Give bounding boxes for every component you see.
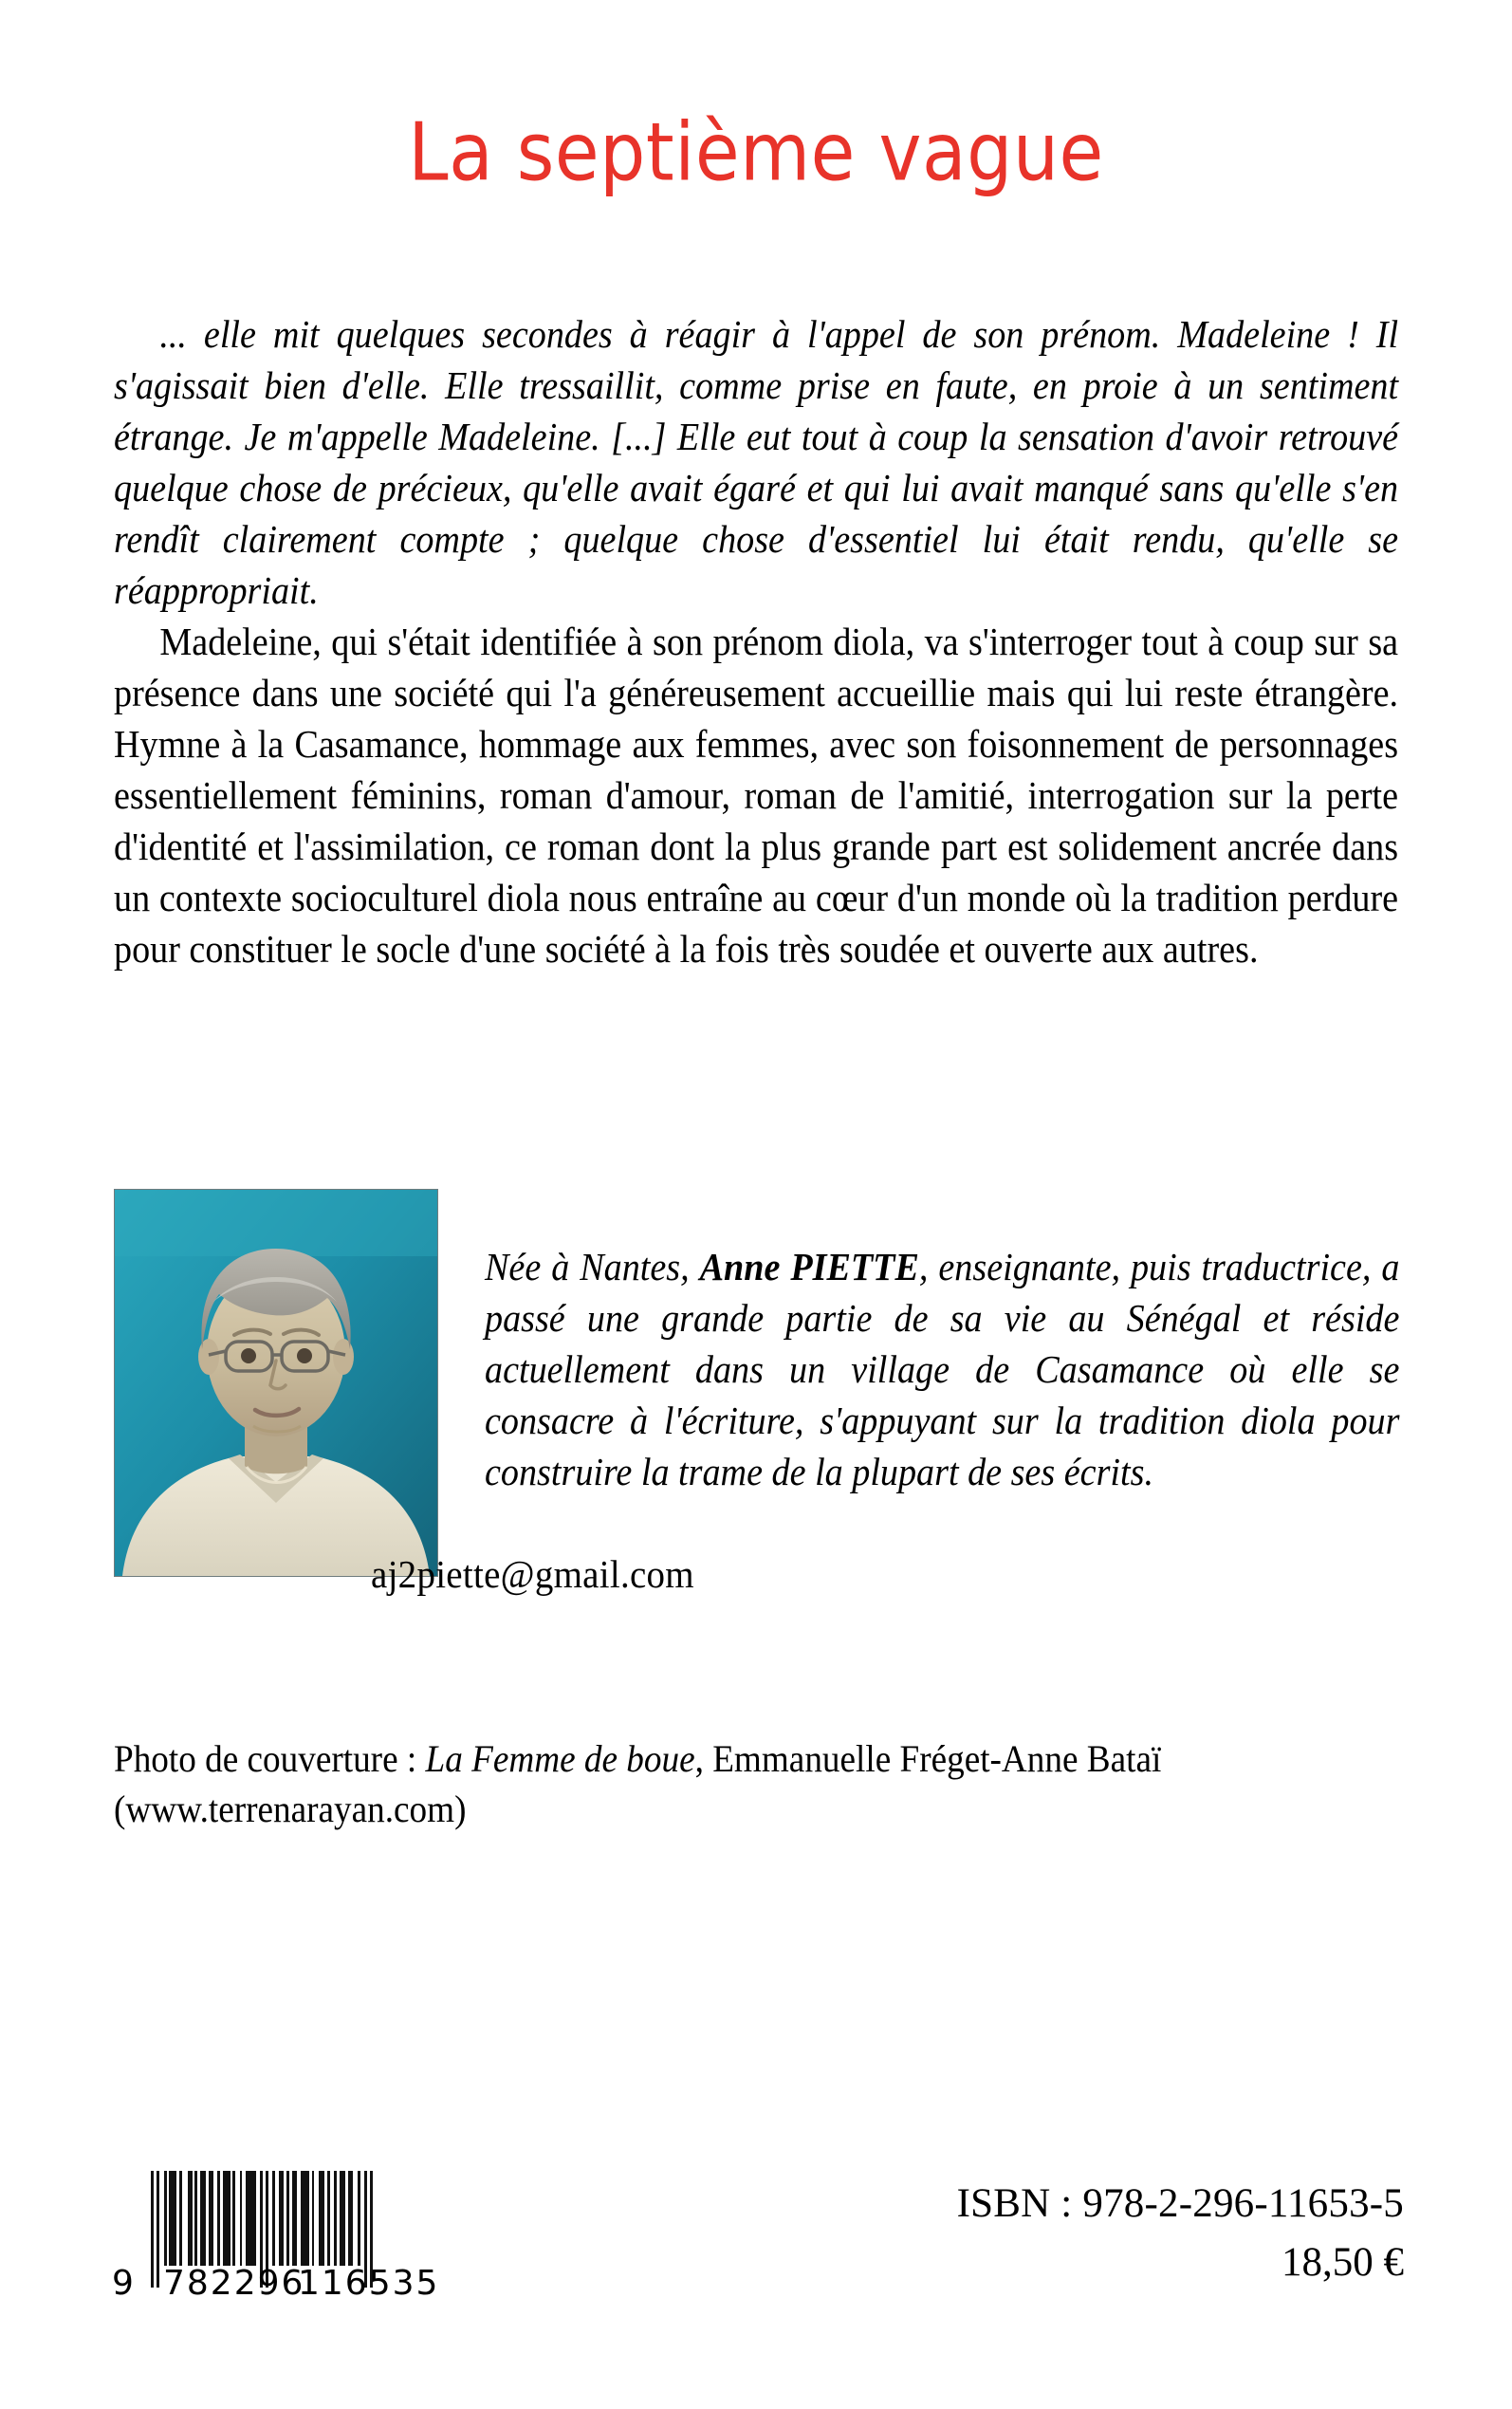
barcode bbox=[112, 2171, 440, 2323]
cover-artwork-title: La Femme de boue bbox=[425, 1737, 695, 1780]
author-photo bbox=[114, 1189, 438, 1577]
isbn-label: ISBN : 978-2-296-11653-5 bbox=[956, 2181, 1404, 2226]
price-label: 18,50 € bbox=[1282, 2240, 1404, 2285]
summary-text: Madeleine, qui s'était identifiée à son prénom diola, va s'interroger tout à coup sur sa présence dans une société qui l'a généreusement accueillie mais qui lui reste étrangère. Hymne à la Casamance, hommage aux femmes, avec son foisonnement de personnages essentiellement féminins, roman d'amour, roman de l'amitié, interrogation sur la perte d'identité et l'assimilation, ce roman dont la plus grande part est solidement ancrée dans un contexte socioculturel diola nous entraîne au cœur d'un monde où la tradition perdure pour constituer le socle d'une société à la fois très soudée et ouverte aux autres. bbox=[114, 620, 1399, 971]
cover-credit-line bbox=[114, 1733, 1398, 1834]
author-email[interactable]: aj2piette@gmail.com bbox=[371, 1552, 694, 1596]
excerpt-paragraph bbox=[114, 308, 1398, 616]
author-bio-text bbox=[485, 1241, 1399, 1497]
bio-intro: Née à Nantes, bbox=[485, 1245, 700, 1288]
cover-photo-credit bbox=[114, 1733, 1399, 1834]
author-portrait-image bbox=[115, 1190, 437, 1576]
summary-paragraph bbox=[114, 616, 1398, 974]
excerpt-text: ... elle mit quelques secondes à réagir à l'appel de son prénom. Madeleine ! Il s'agissait bien d'elle. Elle tressaillit, comme prise en faute, en proie à un sentiment étrange. Je m'appelle Madeleine. [...] Elle eut tout à coup la sensation d'avoir retrouvé quelque chose de précieux, qu'elle avait égaré et qui lui avait manqué sans qu'elle s'en rendît clairement compte ; quelque chose d'essentiel lui était rendu, qu'elle se réappropriait. bbox=[114, 312, 1399, 612]
blurb-section bbox=[114, 308, 1399, 974]
bio-rest: , enseignante, puis traductrice, a passé une grande partie de sa vie au Sénégal et réside actuellement dans un village de Casamance où elle se consacre à l'écriture, s'appuyant sur la tradition diola pour construire la trame de la plupart de ses écrits. bbox=[485, 1245, 1400, 1493]
author-name: Anne PIETTE bbox=[699, 1245, 919, 1288]
cover-credit-label: Photo de couverture : bbox=[114, 1737, 426, 1780]
barcode-lead-digit: 9 bbox=[112, 2264, 136, 2303]
isbn-price-block bbox=[957, 2175, 1404, 2292]
publisher-website: (www.terrenarayan.com) bbox=[114, 1788, 467, 1830]
barcode-left-group: 782296 bbox=[163, 2264, 305, 2303]
barcode-right-group: 116535 bbox=[298, 2264, 440, 2303]
cover-artwork-authors: , Emmanuelle Fréget-Anne Bataï bbox=[694, 1737, 1162, 1780]
page-title: La septième vague bbox=[408, 104, 1104, 199]
author-bio bbox=[485, 1241, 1400, 1497]
